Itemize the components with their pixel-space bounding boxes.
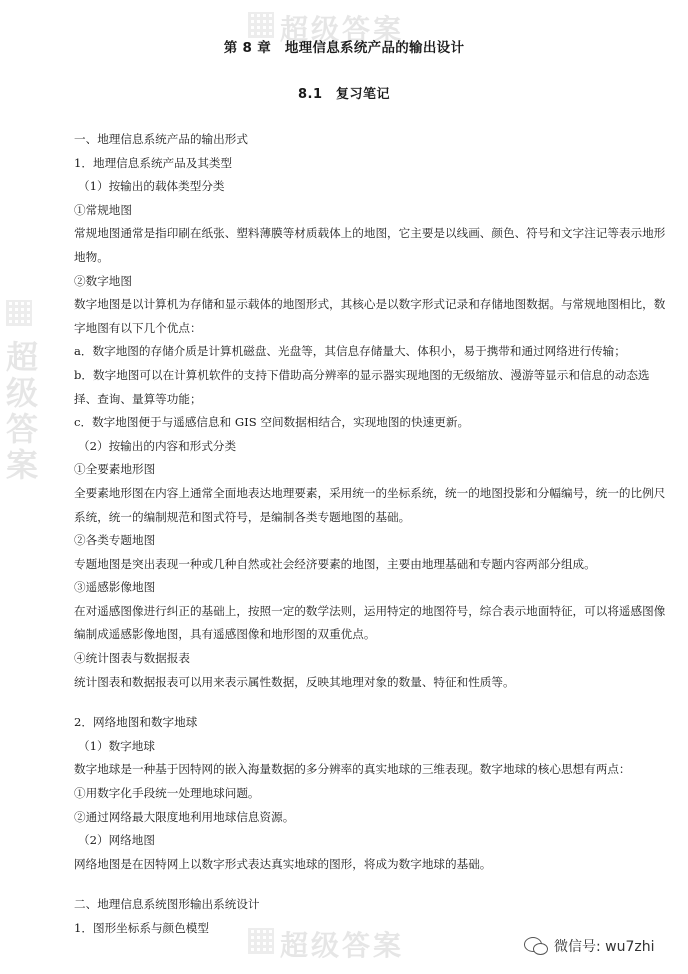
paragraph: 在对遥感图像进行纠正的基础上，按照一定的数学法则，运用特定的地图符号，综合表示地面特征，可以将遥感图像编制成遥感影像地图，具有遥感图像和地形图的双重优点。 bbox=[74, 603, 666, 642]
heading-level-3: （1）按输出的载体类型分类 bbox=[78, 179, 225, 194]
paragraph: 数字地球是一种基于因特网的嵌入海量数据的多分辨率的真实地球的三维表现。数字地球的核心思想有两点： bbox=[74, 762, 631, 777]
list-item: ①全要素地形图 bbox=[74, 462, 156, 477]
watermark-qr-icon bbox=[248, 12, 274, 38]
wechat-id-text: 微信号: wu7zhi bbox=[554, 939, 655, 955]
list-item: ②各类专题地图 bbox=[74, 533, 156, 548]
watermark-top: 超级答案 bbox=[280, 13, 405, 46]
paragraph-gap bbox=[74, 876, 670, 893]
heading-level-1: 二、地理信息系统图形输出系统设计 bbox=[74, 897, 260, 912]
list-item: ③遥感影像地图 bbox=[74, 580, 156, 595]
heading-level-3: （2）网络地图 bbox=[78, 833, 155, 848]
paragraph: 数字地图是以计算机为存储和显示载体的地图形式，其核心是以数字形式记录和存储地图数据。与常规地图相比，数字地图有以下几个优点： bbox=[74, 297, 666, 335]
paragraph: b．数字地图可以在计算机软件的支持下借助高分辨率的显示器实现地图的无级缩放、漫游等显示和信息的动态选择、查询、量算等功能； bbox=[74, 367, 650, 406]
heading-level-2: 1．地理信息系统产品及其类型 bbox=[74, 155, 233, 170]
watermark-bottom: 超级答案 bbox=[280, 929, 405, 962]
heading-level-2: 2．网络地图和数字地球 bbox=[74, 715, 198, 730]
heading-level-1: 一、地理信息系统产品的输出形式 bbox=[74, 132, 248, 146]
chapter-title: 第 8 章 地理信息系统产品的输出设计 bbox=[223, 40, 465, 56]
heading-level-3: （1）数字地球 bbox=[78, 738, 155, 753]
list-item: ②通过网络最大限度地利用地球信息资源。 bbox=[74, 809, 295, 824]
paragraph: 统计图表和数据报表可以用来表示属性数据，反映其地理对象的数量、特征和性质等。 bbox=[74, 674, 515, 689]
paragraph: 常规地图通常是指印刷在纸张、塑料薄膜等材质载体上的地图，它主要是以线画、颜色、符号和文字注记等表示地形地物。 bbox=[74, 226, 666, 264]
paragraph: 全要素地形图在内容上通常全面地表达地理要素，采用统一的坐标系统，统一的地图投影和分幅编号，统一的比例尺系统，统一的编制规范和图式符号，是编制各类专题地图的基础。 bbox=[74, 485, 666, 524]
paragraph: c．数字地图便于与遥感信息和 GIS 空间数据相结合，实现地图的快速更新。 bbox=[74, 415, 470, 430]
list-item: ①用数字化手段统一处理地球问题。 bbox=[74, 786, 260, 801]
body-text bbox=[74, 128, 670, 941]
heading-level-2: 1．图形坐标系与颜色模型 bbox=[74, 921, 209, 935]
list-item: ①常规地图 bbox=[74, 202, 132, 217]
watermark-left: 超级答案 bbox=[1, 340, 39, 484]
section-title: 8.1 复习笔记 bbox=[297, 87, 391, 102]
wechat-icon bbox=[524, 937, 548, 955]
list-item: ④统计图表与数据报表 bbox=[74, 651, 190, 666]
paragraph: 专题地图是突出表现一种或几种自然或社会经济要素的地图，主要由地理基础和专题内容两部分组成。 bbox=[74, 556, 596, 571]
paragraph: 网络地图是在因特网上以数字形式表达真实地球的图形，将成为数字地球的基础。 bbox=[74, 856, 492, 871]
watermark-qr-icon bbox=[6, 300, 32, 326]
heading-level-3: （2）按输出的内容和形式分类 bbox=[78, 438, 237, 453]
wechat-badge bbox=[524, 936, 655, 956]
paragraph: a．数字地图的存储介质是计算机磁盘、光盘等，其信息存储量大、体积小，易于携带和通过网络进行传输； bbox=[74, 344, 626, 359]
paragraph-gap bbox=[74, 694, 670, 711]
list-item: ②数字地图 bbox=[74, 273, 132, 288]
